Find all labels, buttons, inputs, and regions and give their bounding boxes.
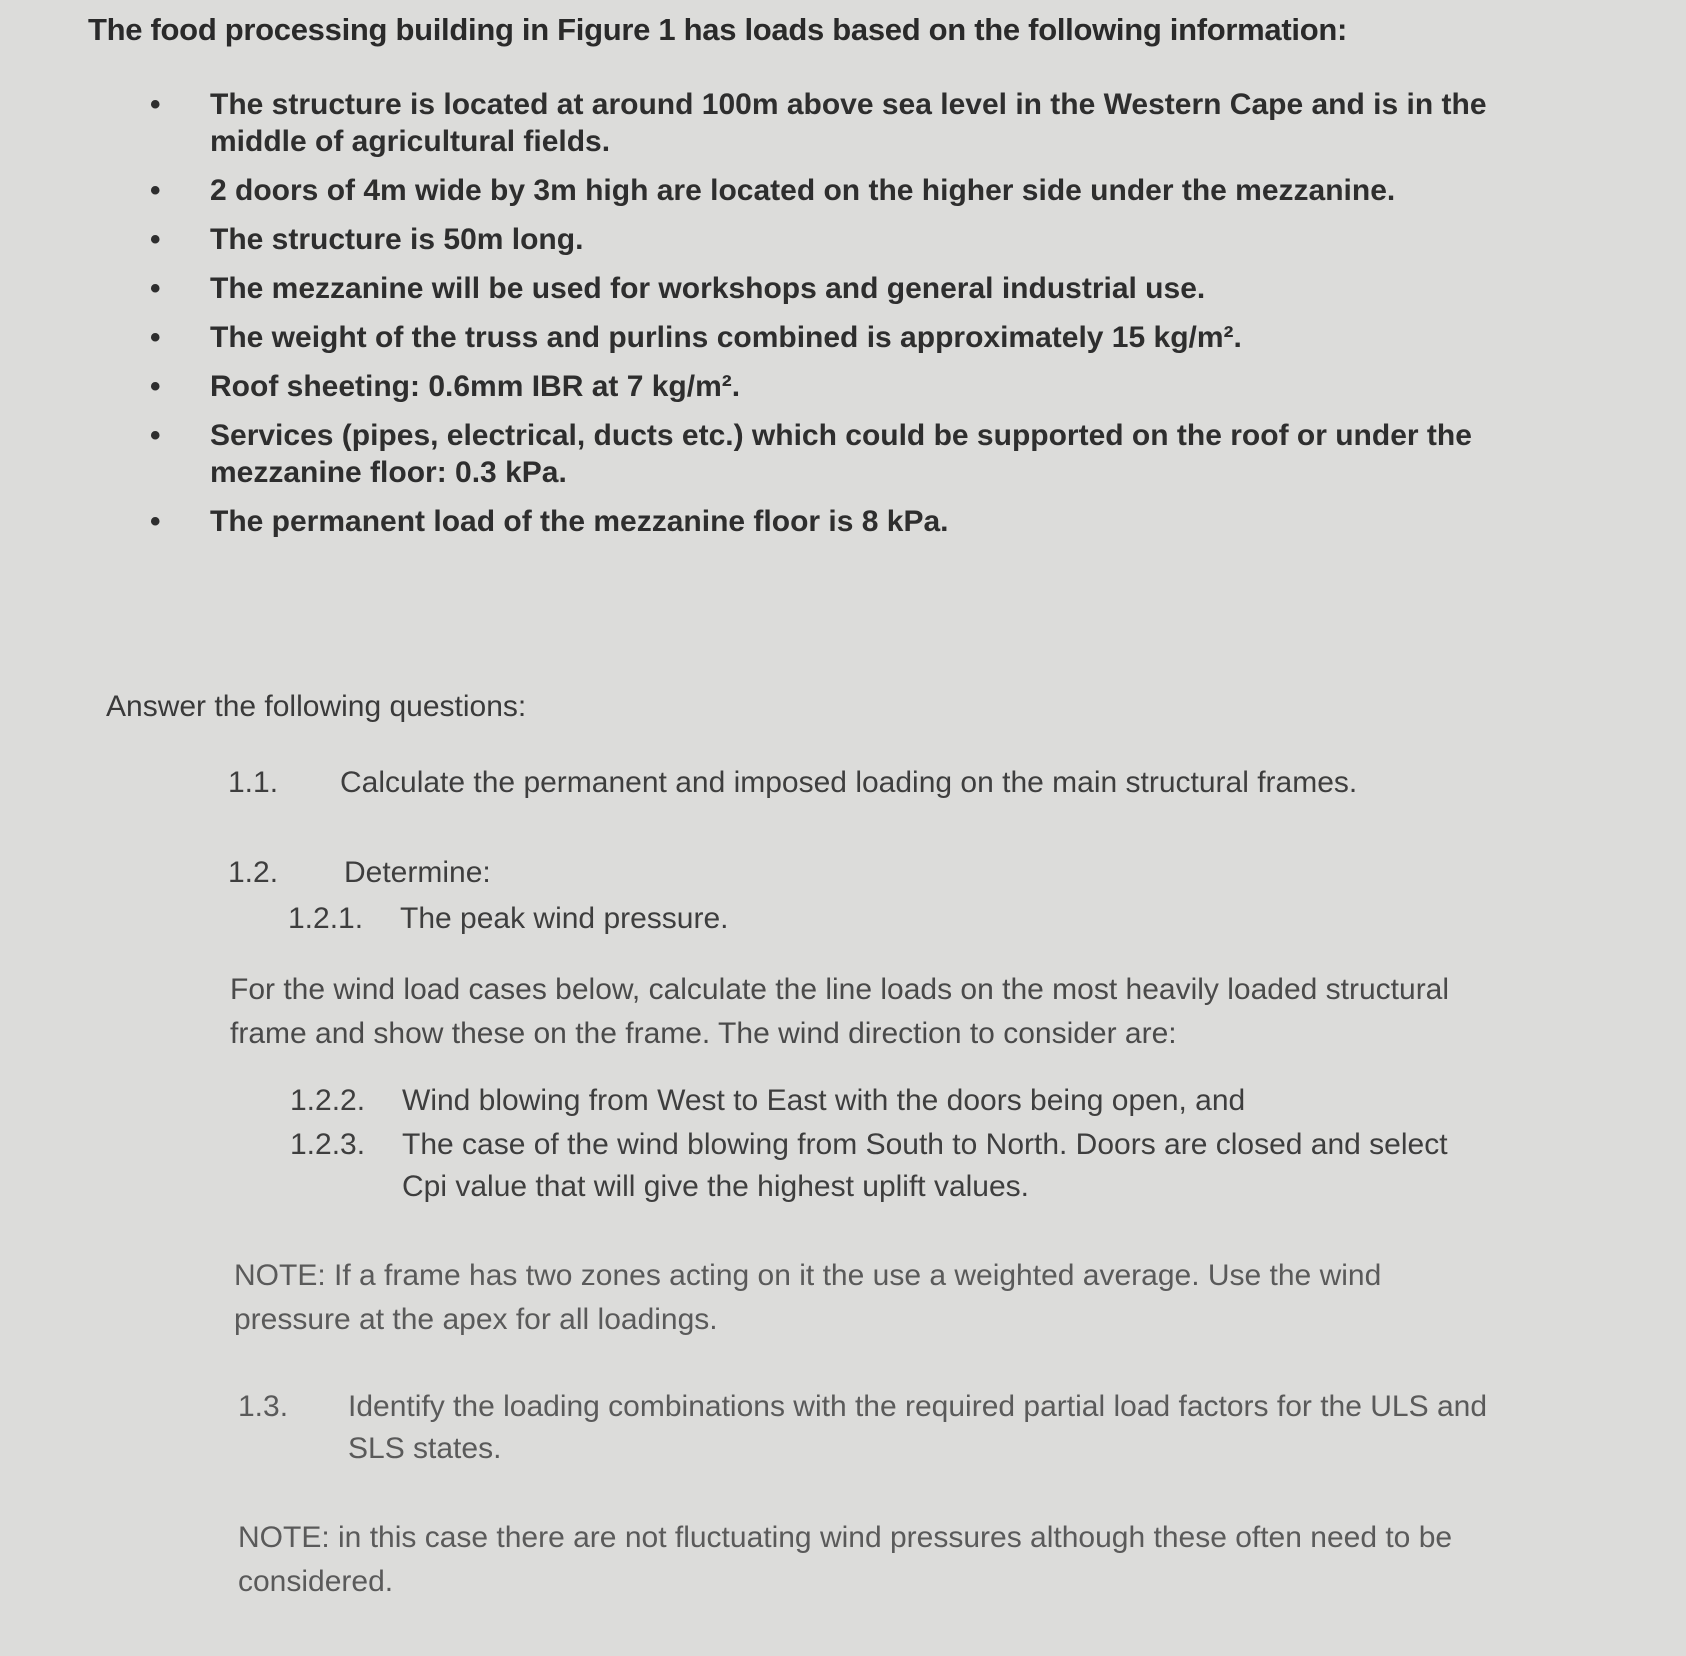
question-number: 1.2.2. (290, 1084, 366, 1117)
note-fluctuating-wind: NOTE: in this case there are not fluctuating wind pressures although these often need to be considered. (238, 1521, 1453, 1598)
bullet-services: • Services (pipes, electrical, ducts etc.) which could be supported on the roof or under the mezzanine floor: 0.3 kPa. (150, 417, 1550, 491)
question-number: 1.1. (228, 766, 279, 799)
question-text: Wind blowing from West to East with the doors being open, and (402, 1084, 1246, 1117)
bullet-location: • The structure is located at around 100m above sea level in the Western Cape and is in the middle of agricultural fields. (150, 86, 1550, 160)
info-bullet-list (150, 86, 1550, 552)
bullet-roof-sheeting: • Roof sheeting: 0.6mm IBR at 7 kg/m². (150, 368, 1550, 405)
question-1-2-3 (290, 1124, 1470, 1208)
bullet-mezzanine-load: • The permanent load of the mezzanine floor is 8 kPa. (150, 503, 1550, 540)
question-number: 1.2.3. (290, 1128, 366, 1161)
question-number: 1.3. (238, 1390, 289, 1423)
answer-heading: Answer the following questions: (106, 690, 527, 723)
wind-instructions: For the wind load cases below, calculate the line loads on the most heavily loaded structural frame and show these on the frame. The wind direction to consider are: (230, 973, 1450, 1050)
question-text: Determine: (344, 856, 491, 889)
question-1-2-1 (288, 898, 1608, 940)
question-number: 1.2. (228, 856, 279, 889)
question-text: The peak wind pressure. (400, 902, 729, 935)
bullet-truss-weight: • The weight of the truss and purlins combined is approximately 15 kg/m². (150, 319, 1550, 356)
bullet-mezzanine-use: • The mezzanine will be used for workshops and general industrial use. (150, 270, 1550, 307)
question-1-3 (238, 1386, 1498, 1470)
question-1-2 (228, 852, 1608, 894)
note-weighted-average: NOTE: If a frame has two zones acting on it the use a weighted average. Use the wind pressure at the apex for all loadings. (234, 1259, 1382, 1336)
question-text: The case of the wind blowing from South to North. Doors are closed and select Cpi value that will give the highest uplift values. (402, 1128, 1448, 1203)
intro-text: The food processing building in Figure 1 has loads based on the following information: (88, 12, 1348, 47)
question-number: 1.2.1. (288, 902, 364, 935)
question-1-1 (228, 762, 1608, 804)
question-text: Identify the loading combinations with the required partial load factors for the ULS and SLS states. (348, 1390, 1488, 1465)
bullet-doors: • 2 doors of 4m wide by 3m high are located on the higher side under the mezzanine. (150, 172, 1550, 209)
question-text: Calculate the permanent and imposed loading on the main structural frames. (340, 766, 1358, 799)
question-1-2-2 (290, 1080, 1590, 1122)
bullet-length: • The structure is 50m long. (150, 221, 1550, 258)
